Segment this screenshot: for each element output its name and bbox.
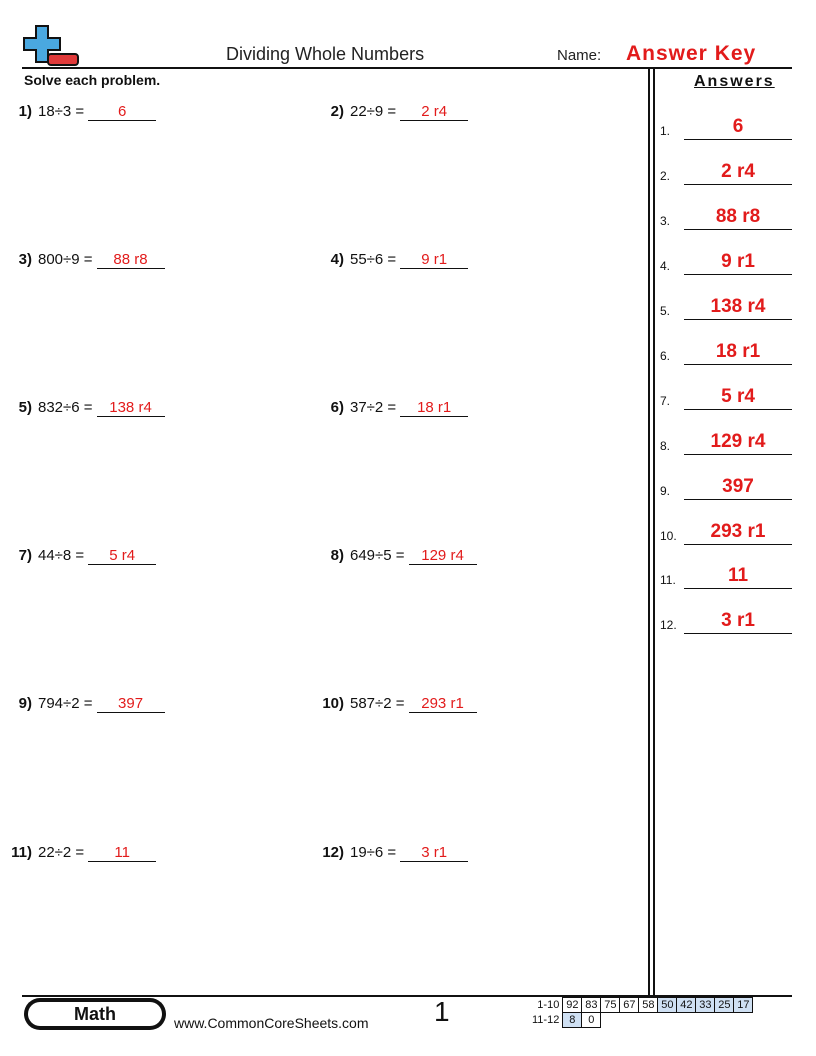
problem-number: 6) [330,399,344,416]
answer-blank: 2 r4 [400,104,468,121]
score-row-1-10 [530,998,753,1013]
score-cell: 25 [715,998,734,1013]
instructions: Solve each problem. [24,72,161,88]
problem-3 [6,251,165,269]
subject-badge [24,998,166,1030]
answer-row-3 [660,202,792,230]
answer-blank: 88 r8 [97,252,165,269]
answer-label: 7. [660,394,671,408]
answer-value: 9 r1 [684,250,792,275]
score-cell: 8 [563,1013,582,1028]
score-cell: 67 [620,998,639,1013]
answer-value: 6 [684,115,792,140]
score-cell: 58 [639,998,658,1013]
answer-blank: 3 r1 [400,845,468,862]
problem-number: 8) [330,547,344,564]
answer-label: 4. [660,259,671,273]
problem-10 [318,695,477,713]
answer-blank: 5 r4 [88,548,156,565]
worksheet-title: Dividing Whole Numbers [226,44,425,64]
problem-12 [318,844,468,862]
problem-number: 1) [18,103,32,120]
score-table [530,997,753,1028]
website-link[interactable]: www.CommonCoreSheets.com [174,1015,369,1031]
answer-blank: 9 r1 [400,252,468,269]
score-row-label: 11-12 [532,1014,560,1026]
answer-row-10 [660,517,792,545]
answer-value: 5 r4 [684,385,792,410]
answer-value: 11 [684,564,792,589]
answer-label: 2. [660,169,671,183]
problem-6 [318,399,468,417]
score-cell: 83 [582,998,601,1013]
answer-label: 9. [660,484,671,498]
score-cell: 92 [563,998,582,1013]
problem-4 [318,251,468,269]
answer-blank: 293 r1 [409,696,477,713]
answer-value: 397 [684,475,792,500]
answer-row-7 [660,382,792,410]
score-row-label: 1-10 [537,999,560,1011]
problem-number: 12) [322,844,344,861]
page-number: 1 [434,996,450,1027]
header-divider [22,67,792,69]
problem-2 [318,103,468,121]
answer-blank: 397 [97,696,165,713]
problem-expression: 44÷8 = [38,547,85,564]
problem-number: 3) [18,251,32,268]
answer-blank: 18 r1 [400,400,468,417]
answer-key-label: Answer Key [626,42,757,65]
problem-number: 9) [18,695,32,712]
problem-1 [6,103,156,121]
name-label: Name: [557,47,602,64]
answer-row-1 [660,112,792,140]
answer-label: 12. [660,618,677,632]
answer-row-5 [660,292,792,320]
answer-row-2 [660,157,792,185]
answer-row-11 [660,561,792,589]
problem-expression: 832÷6 = [38,399,93,416]
score-row-11-12 [530,1013,753,1028]
answer-label: 10. [660,529,677,543]
problem-7 [6,547,156,565]
problem-11 [6,844,156,862]
subject-badge-label: Math [28,1002,162,1026]
answer-row-4 [660,247,792,275]
problem-number: 5) [18,399,32,416]
answer-label: 5. [660,304,671,318]
problem-number: 11) [11,844,32,861]
answers-title: Answers [694,73,775,90]
problem-expression: 587÷2 = [350,695,405,712]
plus-minus-logo-icon [22,24,80,68]
problem-9 [6,695,165,713]
problem-expression: 22÷2 = [38,844,85,861]
problem-expression: 649÷5 = [350,547,405,564]
problem-8 [318,547,477,565]
answer-label: 3. [660,214,671,228]
problem-expression: 37÷2 = [350,399,397,416]
answer-blank: 11 [88,845,156,862]
problem-number: 10) [322,695,344,712]
problem-number: 7) [18,547,32,564]
answer-value: 138 r4 [684,295,792,320]
answer-label: 8. [660,439,671,453]
answer-value: 129 r4 [684,430,792,455]
score-cell: 17 [734,998,753,1013]
problem-expression: 18÷3 = [38,103,85,120]
answer-blank: 138 r4 [97,400,165,417]
answer-label: 6. [660,349,671,363]
answer-label: 1. [660,124,671,138]
answer-value: 3 r1 [684,609,792,634]
answer-row-12 [660,606,792,634]
problem-number: 4) [330,251,344,268]
score-cell: 50 [658,998,677,1013]
problem-number: 2) [330,103,344,120]
answer-blank: 129 r4 [409,548,477,565]
problem-expression: 55÷6 = [350,251,397,268]
answer-value: 88 r8 [684,205,792,230]
score-cell: 33 [696,998,715,1013]
problem-5 [6,399,165,417]
answer-row-9 [660,472,792,500]
problem-expression: 22÷9 = [350,103,397,120]
answer-row-6 [660,337,792,365]
problem-expression: 800÷9 = [38,251,93,268]
answer-value: 18 r1 [684,340,792,365]
score-cell: 0 [582,1013,601,1028]
answer-blank: 6 [88,104,156,121]
answer-label: 11. [660,573,676,587]
answer-value: 293 r1 [684,520,792,545]
answer-value: 2 r4 [684,160,792,185]
answer-row-8 [660,427,792,455]
score-cell: 75 [601,998,620,1013]
problem-expression: 19÷6 = [350,844,397,861]
score-cell: 42 [677,998,696,1013]
answers-column-divider [648,67,655,997]
problem-expression: 794÷2 = [38,695,93,712]
